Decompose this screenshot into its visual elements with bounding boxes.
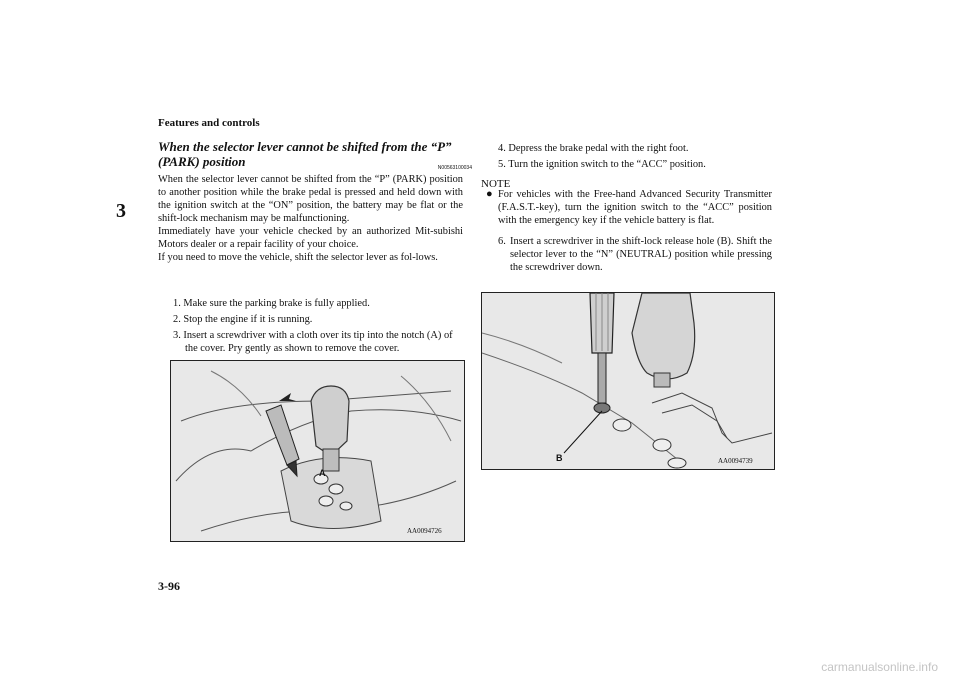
figure-shift-lock-release-illustration bbox=[482, 293, 774, 469]
paragraph-1: When the selector lever cannot be shifted from the “P” (PARK) position to another position while the brake pedal is pressed and held down with the ignition switch at the “ON” position, the battery may be flat or the shift-lock mechanism may be malfunctioning. bbox=[158, 174, 463, 224]
step-6-number: 6. bbox=[498, 236, 506, 247]
figure-left-label: A bbox=[319, 468, 326, 478]
watermark bbox=[0, 660, 960, 674]
figure-right-label: B bbox=[556, 453, 563, 463]
paragraph-2: Immediately have your vehicle checked by an authorized Mit-subishi Motors dealer or a repair facility of your choice. bbox=[158, 226, 463, 250]
section-code: N00563100034 bbox=[437, 165, 472, 171]
note-bullet bbox=[486, 188, 772, 227]
running-header: Features and controls bbox=[158, 117, 260, 129]
bullet-icon: ● bbox=[486, 188, 493, 200]
page-number: 3-96 bbox=[158, 579, 180, 593]
step-3: 3. Insert a screwdriver with a cloth over its tip into the notch (A) of the cover. Pry gently as shown to remove the cover. bbox=[173, 330, 453, 354]
step-6-text: Insert a screwdriver in the shift-lock release hole (B). Shift the selector lever to the “N” (NEUTRAL) position while pressing the screwdriver down. bbox=[510, 236, 772, 273]
paragraph-3: If you need to move the vehicle, shift the selector lever as fol-lows. bbox=[158, 252, 438, 263]
step-6 bbox=[498, 235, 772, 274]
section-title: When the selector lever cannot be shifted from the “P” (PARK) position bbox=[158, 139, 452, 169]
step-5: 5. Turn the ignition switch to the “ACC” position. bbox=[498, 159, 706, 170]
step-2: 2. Stop the engine if it is running. bbox=[173, 314, 313, 325]
note-label: NOTE bbox=[481, 178, 511, 190]
steps-right bbox=[498, 142, 772, 174]
figure-shift-lock-release bbox=[481, 292, 775, 470]
note-text: For vehicles with the Free-hand Advanced Security Transmitter (F.A.S.T.-key), turn the ignition switch to the “ACC” position with the emergency key if the vehicle battery is flat. bbox=[498, 189, 772, 226]
step-1: 1. Make sure the parking brake is fully applied. bbox=[173, 298, 370, 309]
chapter-tab: 3 bbox=[116, 200, 126, 222]
step-4: 4. Depress the brake pedal with the right foot. bbox=[498, 143, 689, 154]
figure-cover-removal bbox=[170, 360, 465, 542]
section-body bbox=[158, 173, 463, 264]
figure-right-code: AA0094739 bbox=[718, 457, 753, 465]
watermark-text: carmanualsonline.info bbox=[821, 660, 938, 674]
figure-left-code: AA0094726 bbox=[407, 527, 442, 535]
steps-left bbox=[173, 297, 465, 358]
figure-cover-removal-illustration bbox=[171, 361, 464, 541]
